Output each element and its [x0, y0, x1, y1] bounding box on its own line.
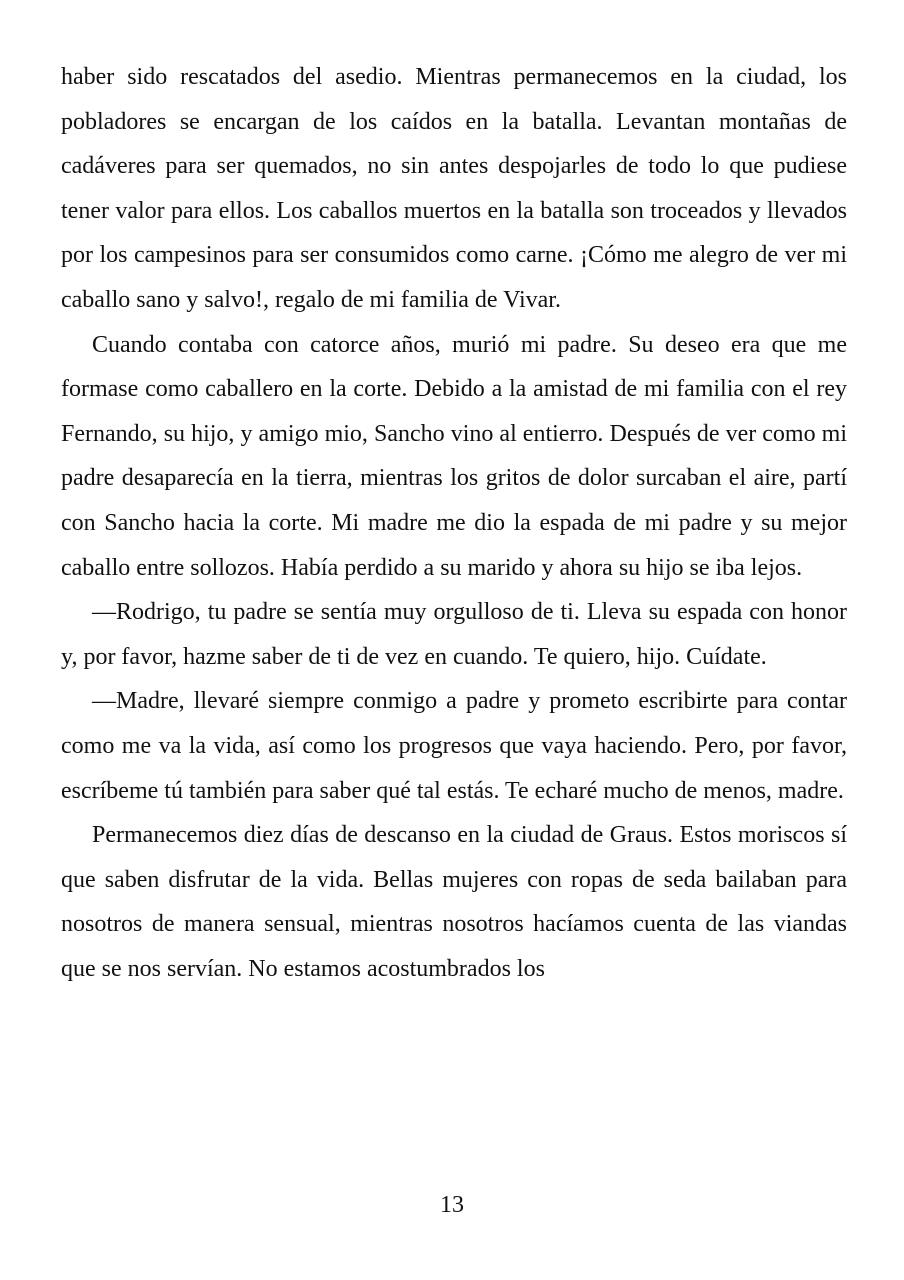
page-number: 13: [440, 1192, 464, 1218]
paragraph-4-dialogue: —Madre, llevaré siempre conmigo a padre y prometo escribirte para contar como me va la vida, así como los progresos que vaya haciendo. Pero, por favor, escríbeme tú también para saber qué tal estás. Te echaré mucho de menos, madre.: [61, 688, 847, 804]
paragraph-2: Cuando contaba con catorce años, murió mi padre. Su deseo era que me formase como caballero en la corte. Debido a la amistad de mi familia con el rey Fernando, su hijo, y amigo mio, Sancho vino al entierro. Después de ver como mi padre desaparecía en la tierra, mientras los gritos de dolor surcaban el aire, partí con Sancho hacia la corte. Mi madre me dio la espada de mi padre y su mejor caballo entre sollozos. Había perdido a su marido y ahora su hijo se iba lejos.: [61, 331, 847, 581]
body-text: [61, 55, 847, 991]
paragraph-5: Permanecemos diez días de descanso en la ciudad de Graus. Estos moriscos sí que saben disfrutar de la vida. Bellas mujeres con ropas de seda bailaban para nosotros de manera sensual, mientras nosotros hacíamos cuenta de las viandas que se nos servían. No estamos acostumbrados los: [61, 822, 847, 982]
paragraph-3-dialogue: —Rodrigo, tu padre se sentía muy orgulloso de ti. Lleva su espada con honor y, por favor, hazme saber de ti de vez en cuando. Te quiero, hijo. Cuídate.: [61, 599, 847, 670]
paragraph-1: haber sido rescatados del asedio. Mientras permanecemos en la ciudad, los pobladores se encargan de los caídos en la batalla. Levantan montañas de cadáveres para ser quemados, no sin antes despojarles de todo lo que pudiese tener valor para ellos. Los caballos muertos en la batalla son troceados y llevados por los campesinos para ser consumidos como carne. ¡Cómo me alegro de ver mi caballo sano y salvo!, regalo de mi familia de Vivar.: [61, 64, 847, 313]
